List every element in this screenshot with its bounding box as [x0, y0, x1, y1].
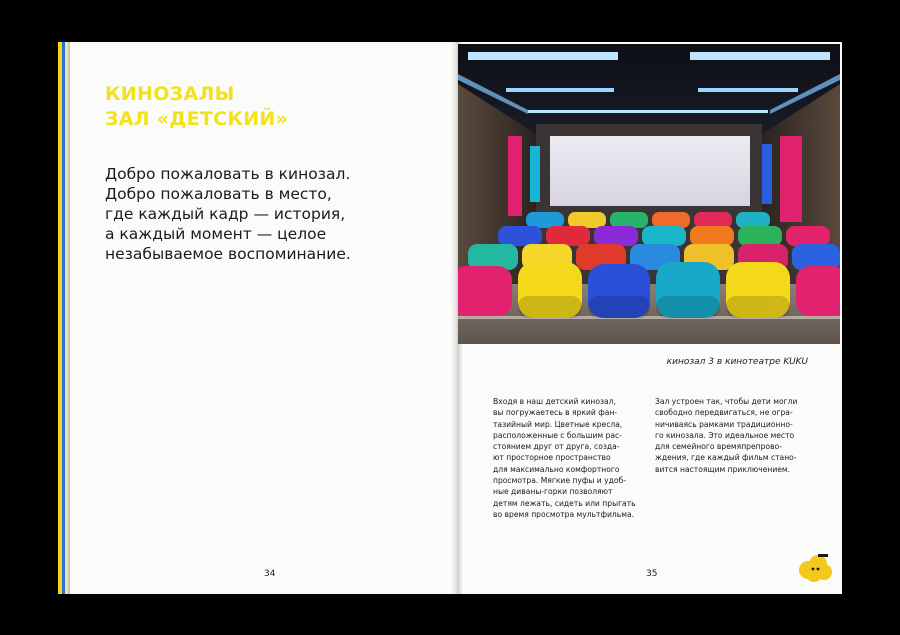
- text-line: детям лежать, сидеть или прыгать: [493, 498, 636, 508]
- text-line: просмотра. Мягкие пуфы и удоб-: [493, 476, 626, 486]
- lead-paragraph: [105, 164, 435, 264]
- text-line: вится настоящим приключением.: [655, 464, 791, 474]
- text-line: Зал устроен так, чтобы дети могли: [655, 397, 798, 406]
- text-line: Входя в наш детский кинозал,: [493, 397, 616, 406]
- lead-line: Добро пожаловать в кинозал.: [105, 165, 351, 183]
- text-line: стоянием друг от друга, созда-: [493, 442, 620, 452]
- left-page: [58, 42, 456, 594]
- lead-line: где каждый кадр — история,: [105, 205, 346, 223]
- right-page: [456, 42, 842, 594]
- text-line: ждения, где каждый фильм стано-: [655, 453, 797, 463]
- text-line: для максимально комфортного: [493, 464, 620, 474]
- lead-line: а каждый момент — целое: [105, 225, 327, 243]
- book-spread: [58, 42, 842, 594]
- mascot-icon: [796, 552, 836, 582]
- title-line: ЗАЛ «ДЕТСКИЙ»: [105, 108, 289, 130]
- text-line: ничиваясь рамками традиционно-: [655, 419, 793, 429]
- text-column-1: [493, 396, 653, 520]
- text-line: тазийный мир. Цветные кресла,: [493, 419, 623, 429]
- text-column-2: [655, 396, 815, 475]
- text-line: вы погружаетесь в яркий фан-: [493, 408, 618, 418]
- text-line: ют просторное пространство: [493, 453, 611, 463]
- lead-line: незабываемое воспоминание.: [105, 245, 351, 263]
- page-number: 35: [646, 569, 658, 579]
- text-line: ные диваны-горки позволяют: [493, 487, 613, 497]
- text-line: расположенные с большим рас-: [493, 430, 622, 440]
- photo-caption: кинозал 3 в кинотеатре KUKU: [666, 357, 808, 367]
- page-number: 34: [264, 569, 276, 579]
- page-title: [105, 82, 288, 132]
- lead-line: Добро пожаловать в место,: [105, 185, 332, 203]
- title-line: КИНОЗАЛЫ: [105, 83, 235, 105]
- text-line: во время просмотра мультфильма.: [493, 509, 635, 519]
- text-line: го кинозала. Это идеальное место: [655, 430, 795, 440]
- text-line: для семейного времяпрепрово-: [655, 442, 782, 452]
- text-line: свободно передвигаться, не огра-: [655, 408, 793, 418]
- cinema-hall-photo: [458, 44, 840, 344]
